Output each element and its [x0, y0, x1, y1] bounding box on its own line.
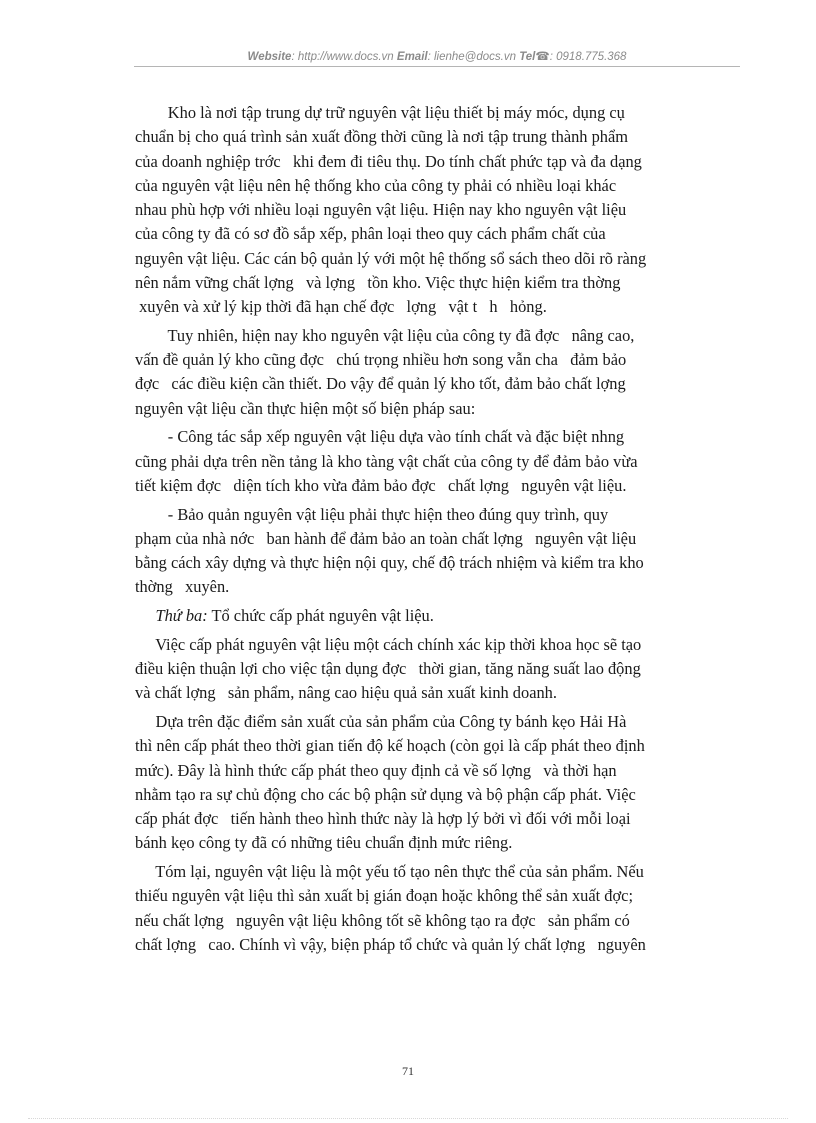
text-line: cũng phải dựa trên nền tảng là kho tàng vật chất của công ty để đảm bảo vừa — [135, 451, 638, 471]
text-line: bánh kẹo công ty đã có những tiêu chuẩn định mức riêng. — [135, 833, 513, 853]
text-line: thì nên cấp phát theo thời gian tiến độ kế hoạch (còn gọi là cấp phát theo định — [135, 736, 645, 756]
text-line: của công ty đã có sơ đồ sắp xếp, phân loại theo quy cách phẩm chất của — [135, 224, 606, 244]
header-divider — [134, 66, 740, 67]
text-line: nếu chất lợng nguyên vật liệu không tốt sẽ không tạo ra đợc sản phẩm có — [135, 910, 630, 930]
text-line: Tuy nhiên, hiện nay kho nguyên vật liệu của công ty đã đợc nâng cao, — [135, 325, 635, 345]
text-line: nguyên vật liệu. Các cán bộ quản lý với một hệ thống sổ sách theo dõi rõ ràng — [135, 248, 647, 268]
text-line: chất lợng cao. Chính vì vậy, biện pháp tổ chức và quản lý chất lợng nguyên — [135, 934, 646, 954]
text-line: nguyên vật liệu cần thực hiện một số biện pháp sau: — [135, 398, 476, 418]
text-line: cấp phát đợc tiến hành theo hình thức này là hợp lý bởi vì đối với mỗi loại — [135, 809, 631, 828]
text-line: nên nắm vững chất lợng và lợng tồn kho. Việc thực hiện kiểm tra thờng — [135, 272, 621, 292]
text-line: của doanh nghiệp trớc khi đem đi tiêu thụ. Do tính chất phức tạp và đa dạng — [135, 151, 642, 171]
section-heading-label: Thứ ba: — [155, 606, 208, 625]
email-value: : lienhe@docs.vn — [427, 51, 516, 63]
website-label: Website — [247, 51, 292, 63]
text-line: chuẩn bị cho quá trình sản xuất đồng thời cũng là nơi tập trung thành phẩm — [135, 127, 629, 147]
text-line: tiết kiệm đợc diện tích kho vừa đảm bảo đợc chất lợng nguyên vật liệu. — [135, 475, 627, 495]
section-heading — [135, 604, 739, 628]
text-line: - Bảo quản nguyên vật liệu phải thực hiện theo đúng quy trình, quy — [135, 504, 609, 524]
text-line: vấn đề quản lý kho cũng đợc chú trọng nhiều hơn song vẫn cha đảm bảo — [135, 350, 627, 369]
text-line: điều kiện thuận lợi cho việc tận dụng đợc thời gian, tăng năng suất lao động — [135, 659, 641, 678]
text-line: bằng cách xây dựng và thực hiện nội quy, chế độ trách nhiệm và kiểm tra kho — [135, 553, 644, 572]
page-bottom-divider — [28, 1118, 788, 1119]
text-line: xuyên và xử lý kịp thời đã hạn chế đợc lợng vật t h hỏng. — [135, 297, 547, 316]
tel-label: Tel — [519, 51, 536, 63]
tel-value: ☎: 0918.775.368 — [535, 51, 627, 63]
text-line: phạm của nhà nớc ban hành để đảm bảo an toàn chất lợng nguyên vật liệu — [135, 528, 637, 548]
text-line: thờng xuyên. — [135, 577, 230, 597]
text-line: Dựa trên đặc điểm sản xuất của sản phẩm của Công ty bánh kẹo Hải Hà — [135, 712, 627, 731]
text-line: thiếu nguyên vật liệu thì sản xuất bị gián đoạn hoặc không thể sản xuất đợc; — [135, 886, 633, 906]
section-heading-text: Tổ chức cấp phát nguyên vật liệu. — [207, 606, 434, 625]
email-label: Email — [396, 51, 428, 63]
page-number: 71 — [402, 1064, 414, 1078]
text-line: nhau phù hợp với nhiều loại nguyên vật liệu. Hiện nay kho nguyên vật liệu — [135, 200, 627, 219]
text-line: - Công tác sắp xếp nguyên vật liệu dựa vào tính chất và đặc biệt nhng — [135, 427, 625, 447]
text-line: Việc cấp phát nguyên vật liệu một cách chính xác kịp thời khoa học sẽ tạo — [135, 634, 642, 654]
text-line: Kho là nơi tập trung dự trữ nguyên vật liệu thiết bị máy móc, dụng cụ — [135, 103, 625, 122]
text-line: đợc các điều kiện cần thiết. Do vậy để quản lý kho tốt, đảm bảo chất lợng — [135, 374, 626, 394]
text-line: của nguyên vật liệu nên hệ thống kho của công ty phải có nhiều loại khác — [135, 175, 617, 195]
text-line: nhằm tạo ra sự chủ động cho các bộ phận sử dụng và bộ phận cấp phát. Việc — [135, 784, 636, 804]
body-text — [135, 101, 739, 957]
text-line: mức). Đây là hình thức cấp phát theo quy định cả về số lợng và thời hạn — [135, 760, 617, 780]
website-value: : http://www.docs.vn — [291, 51, 394, 63]
page-header — [134, 49, 740, 63]
text-line: Tóm lại, nguyên vật liệu là một yếu tố tạo nên thực thể của sản phẩm. Nếu — [135, 862, 644, 881]
text-line: và chất lợng sản phẩm, nâng cao hiệu quả sản xuất kinh doanh. — [135, 683, 557, 703]
